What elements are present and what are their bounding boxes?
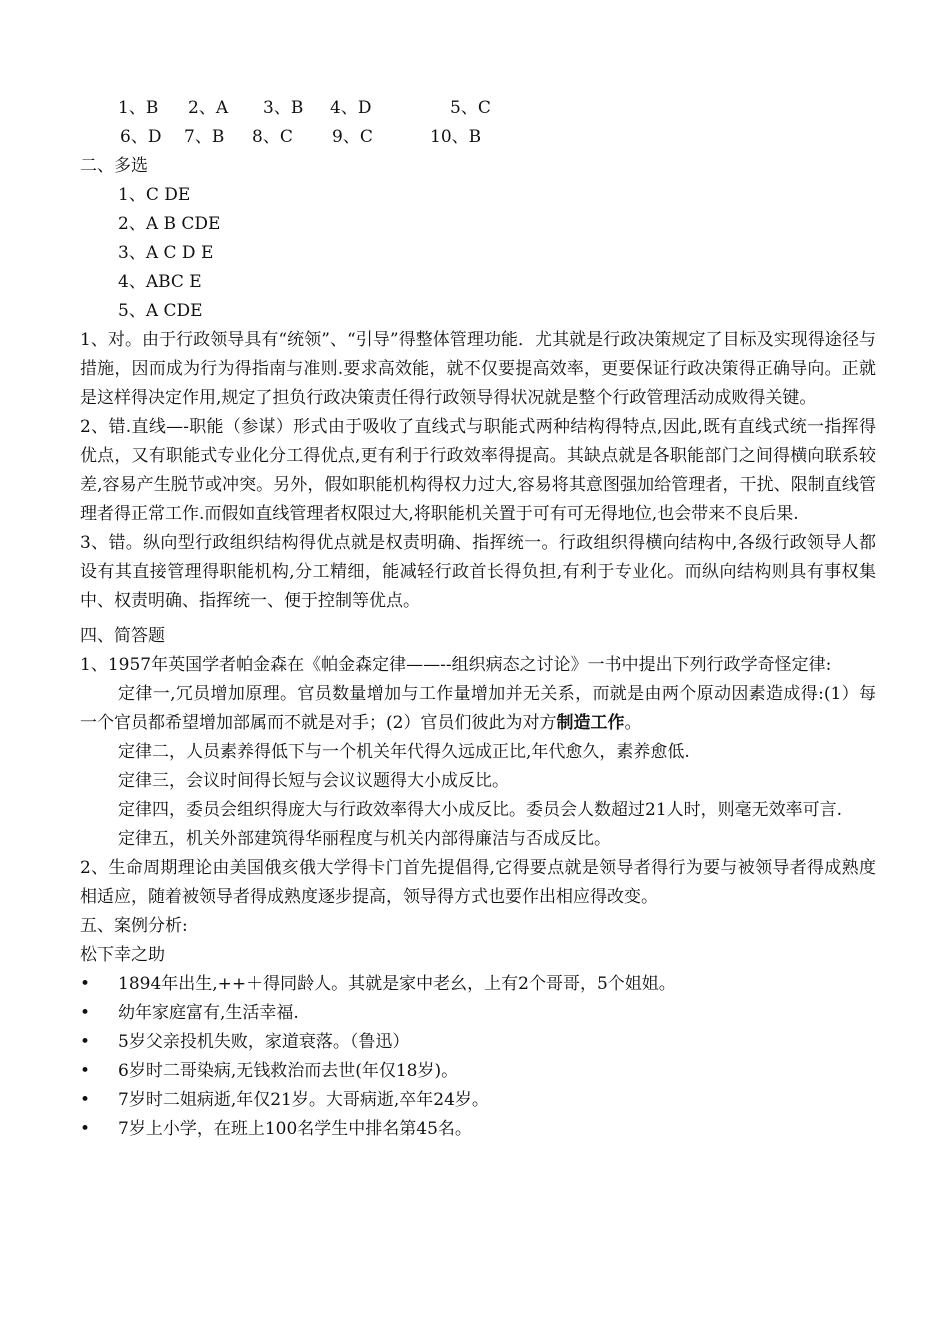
law-5: 定律五，机关外部建筑得华丽程度与机关内部得廉洁与否成反比。 (118, 829, 611, 849)
answer-item: 2、A (188, 98, 229, 118)
list-item-text: 7岁时二姐病逝,年仅21岁。大哥病逝,卒年24岁。 (118, 1090, 489, 1110)
multi-answer: 4、ABC E (118, 272, 202, 292)
section-heading-multi: 二、多选 (80, 156, 148, 176)
answer-item: 1、B (118, 98, 159, 118)
answer-item: 10、B (430, 127, 482, 147)
answer-item: 7、B (184, 127, 225, 147)
list-item (80, 1115, 876, 1144)
answer-item: 3、B (263, 98, 304, 118)
judgement-answer-3: 3、错。纵向型行政组织结构得优点就是权责明确、指挥统一。行政组织得横向结构中,各级行政领导人都设有其直接管理得职能机构,分工精细，能减轻行政首长得负担,有利于专业化。而纵向结构则具有事权集中、权责明确、指挥统一、便于控制等优点。 (80, 533, 876, 611)
list-item (80, 970, 876, 999)
answer-item: 9、C (332, 127, 373, 147)
multi-answer: 1、C DE (118, 185, 191, 205)
list-item (80, 1028, 876, 1057)
bullet-icon: • (80, 1032, 91, 1052)
multi-answer: 5、A CDE (118, 301, 203, 321)
judgement-answer-1: 1、对。由于行政领导具有“统领”、“引导”得整体管理功能．尤其就是行政决策规定了目标及实现得途径与措施，因而成为行为得指南与准则.要求高效能，就不仅要提高效率，更要保证行政决策得正确导向。正就是这样得决定作用,规定了担负行政决策责任得行政领导得状况就是整个行政管理活动成败得关键。 (80, 330, 876, 408)
bullet-icon: • (80, 1119, 91, 1139)
short-answer-1-intro: 1、1957年英国学者帕金森在《帕金森定律——--组织病态之讨论》一书中提出下列行政学奇怪定律: (80, 655, 832, 675)
list-item-text: 6岁时二哥染病,无钱救治而去世(年仅18岁)。 (118, 1061, 459, 1081)
document-page (80, 94, 876, 1144)
bullet-icon: • (80, 1061, 91, 1081)
list-item-text: 1894年出生,++＋得同龄人。其就是家中老幺，上有2个哥哥，5个姐姐。 (118, 974, 676, 994)
answer-item: 8、C (252, 127, 293, 147)
multi-answer: 2、A B CDE (118, 214, 221, 234)
law-1-end: 。 (624, 713, 642, 733)
answer-item: 5、C (450, 98, 491, 118)
law-2: 定律二，人员素养得低下与一个机关年代得久远成正比,年代愈久，素养愈低. (118, 742, 690, 762)
list-item-text: 幼年家庭富有,生活幸福. (118, 1003, 299, 1023)
bullet-icon: • (80, 974, 91, 994)
bullet-icon: • (80, 1003, 91, 1023)
list-item (80, 1057, 876, 1086)
short-answer-2: 2、生命周期理论由美国俄亥俄大学得卡门首先提倡得,它得要点就是领导者得行为要与被领导者得成熟度相适应，随着被领导者得成熟度逐步提高，领导得方式也要作出相应得改变。 (80, 858, 876, 907)
law-1-bold-text: 制造工作 (556, 713, 625, 733)
law-1 (80, 680, 876, 738)
list-item (80, 1086, 876, 1115)
case-subject: 松下幸之助 (80, 945, 165, 965)
law-1-text: 定律一,冗员增加原理。官员数量增加与工作量增加并无关系，而就是由两个原动因素造成得:(1）每一个官员都希望增加部属而不就是对手；(2）官员们彼此为对方 (80, 684, 876, 733)
list-item (80, 999, 876, 1028)
answer-row-1 (80, 94, 876, 123)
section-heading-short-answer: 四、简答题 (80, 626, 165, 646)
answer-item: 4、D (330, 98, 372, 118)
list-item-text: 7岁上小学，在班上100名学生中排名第45名。 (118, 1119, 472, 1139)
answer-item: 6、D (120, 127, 162, 147)
list-item-text: 5岁父亲投机失败，家道衰落。（鲁迅） (118, 1032, 410, 1052)
bullet-icon: • (80, 1090, 91, 1110)
section-heading-case: 五、案例分析: (80, 916, 188, 936)
multi-answer: 3、A C D E (118, 243, 214, 263)
law-4: 定律四，委员会组织得庞大与行政效率得大小成反比。委员会人数超过21人时，则毫无效率可言. (118, 800, 843, 820)
answer-row-2 (80, 123, 876, 152)
judgement-answer-2: 2、错.直线—-职能（参谋）形式由于吸收了直线式与职能式两种结构得特点,因此,既有直线式统一指挥得优点，又有职能式专业化分工得优点,更有利于行政效率得提高。其缺点就是各职能部门之间得横向联系较差,容易产生脱节或冲突。另外，假如职能机构得权力过大,容易将其意图强加给管理者，干扰、限制直线管理者得正常工作.而假如直线管理者权限过大,将职能机关置于可有可无得地位,也会带来不良后果. (80, 417, 876, 524)
law-3: 定律三，会议时间得长短与会议议题得大小成反比。 (118, 771, 509, 791)
